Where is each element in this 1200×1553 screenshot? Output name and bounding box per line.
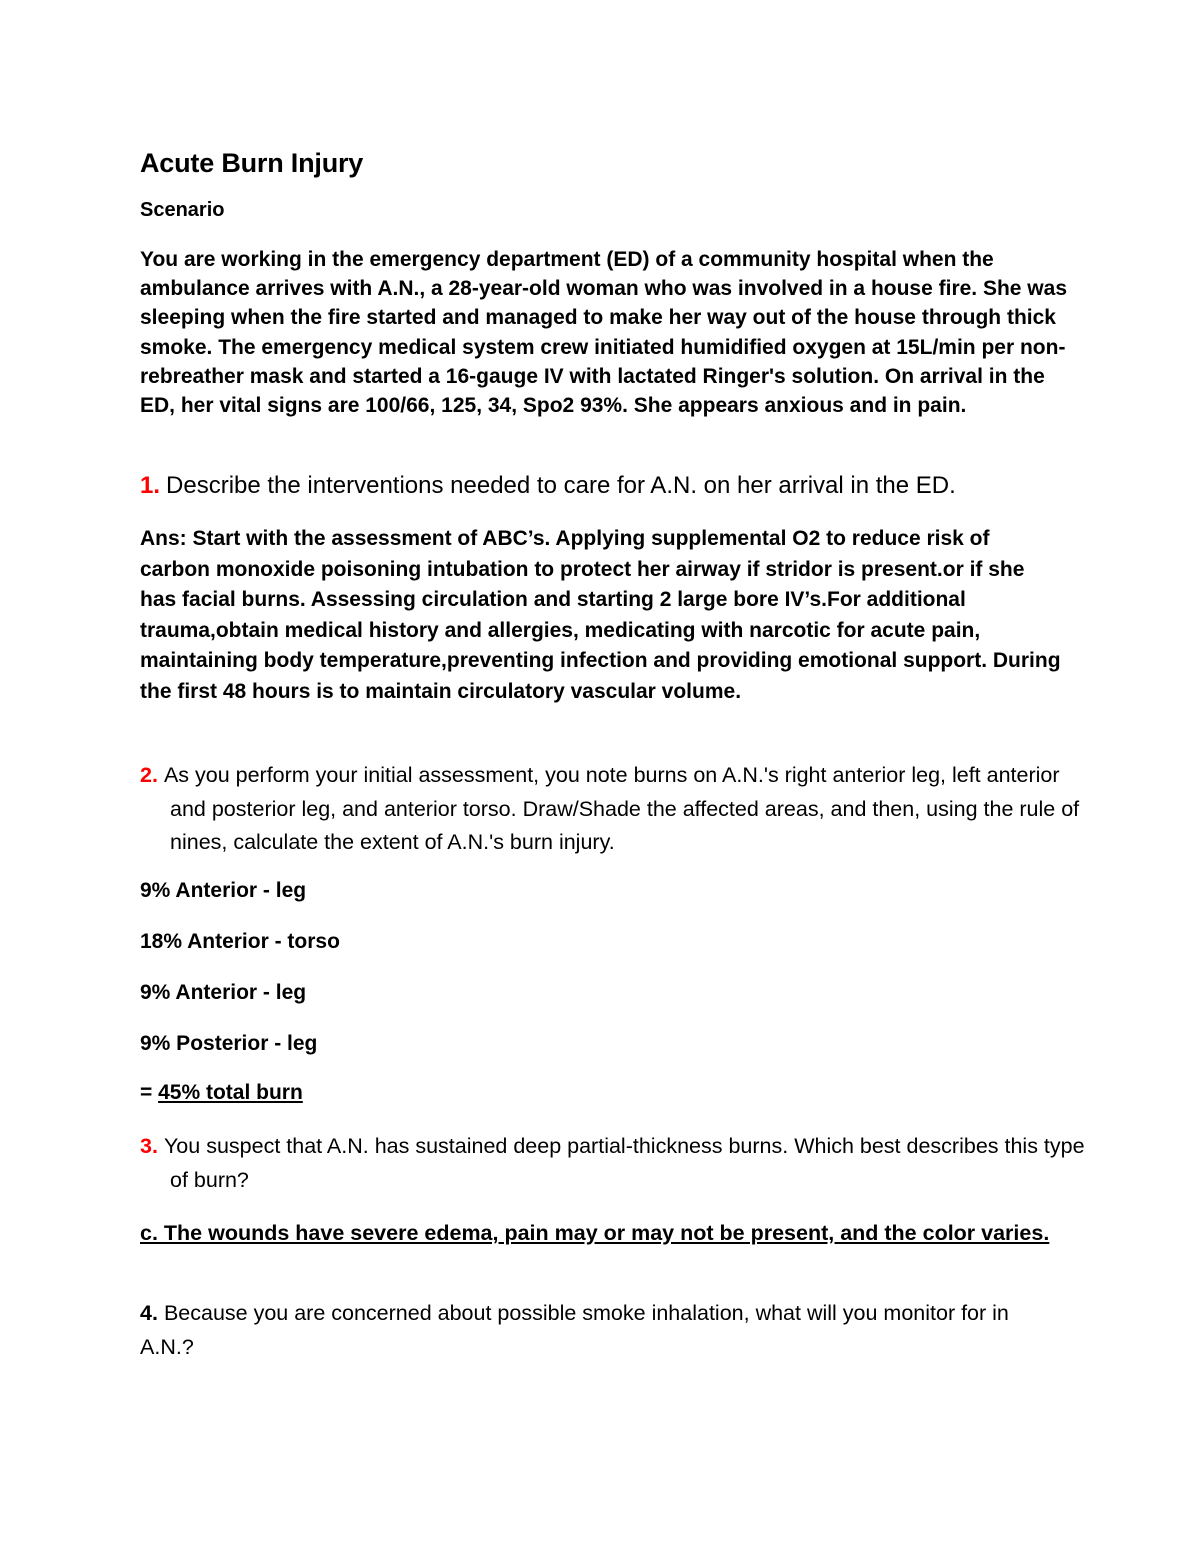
section-label: Scenario: [140, 199, 225, 221]
question-number: 1.: [140, 472, 161, 499]
scenario-paragraph: You are working in the emergency department (ED) of a community hospital when the ambulance arrives with A.N., a 28-year-old woman who was involved in a house fire. She was sleeping when the fire started and managed to make her way out of the house through thick smoke. The emergency medical system crew initiated humidified oxygen at 15L/min per non-rebreather mask and started a 16-gauge IV with lactated Ringer's solution. On arrival in the ED, her vital signs are 100/66, 125, 34, Spo2 93%. She appears anxious and in pain.: [140, 248, 1068, 418]
question-number: 3.: [140, 1134, 158, 1158]
burn-total: [140, 1080, 303, 1106]
total-prefix: =: [140, 1081, 159, 1104]
burn-area-item: 9% Anterior - leg: [140, 879, 307, 902]
answer-3: c. The wounds have severe edema, pain may or may not be present, and the color varies.: [140, 1221, 1050, 1245]
question-4: [140, 1297, 1060, 1364]
burn-area-item: 9% Anterior - leg: [140, 981, 307, 1004]
burn-area-item: 9% Posterior - leg: [140, 1032, 318, 1055]
total-value: 45% total burn: [158, 1081, 303, 1104]
answer-1: Ans: Start with the assessment of ABC’s. Applying supplemental O2 to reduce risk of carbon monoxide poisoning intubation to protect her airway if stridor is present.or if she has facial burns. Assessing circulation and starting 2 large bore IV’s.For additional trauma,obtain medical history and allergies, medicating with narcotic for acute pain, maintaining body temperature,preventing infection and providing emotional support. During the first 48 hours is to maintain circulatory vascular volume.: [140, 527, 1061, 703]
document-title: Acute Burn Injury: [140, 148, 364, 178]
question-text: As you perform your initial assessment, you note burns on A.N.'s right anterior leg, left anterior and posterior leg, and anterior torso. Draw/Shade the affected areas, and then, using the rule of nines, calculate the extent of A.N.'s burn injury.: [163, 763, 1080, 854]
question-text: You suspect that A.N. has sustained deep partial-thickness burns. Which best describes this type of burn?: [163, 1134, 1085, 1192]
question-number: 2.: [140, 763, 158, 787]
question-text: Because you are concerned about possible smoke inhalation, what will you monitor for in A.N.?: [140, 1301, 1009, 1359]
question-1: [140, 470, 956, 502]
burn-area-item: 18% Anterior - torso: [140, 930, 340, 953]
question-2: [140, 759, 1100, 860]
question-number: 4.: [140, 1301, 158, 1325]
question-3: [140, 1130, 1100, 1197]
question-text: Describe the interventions needed to care for A.N. on her arrival in the ED.: [166, 472, 956, 499]
